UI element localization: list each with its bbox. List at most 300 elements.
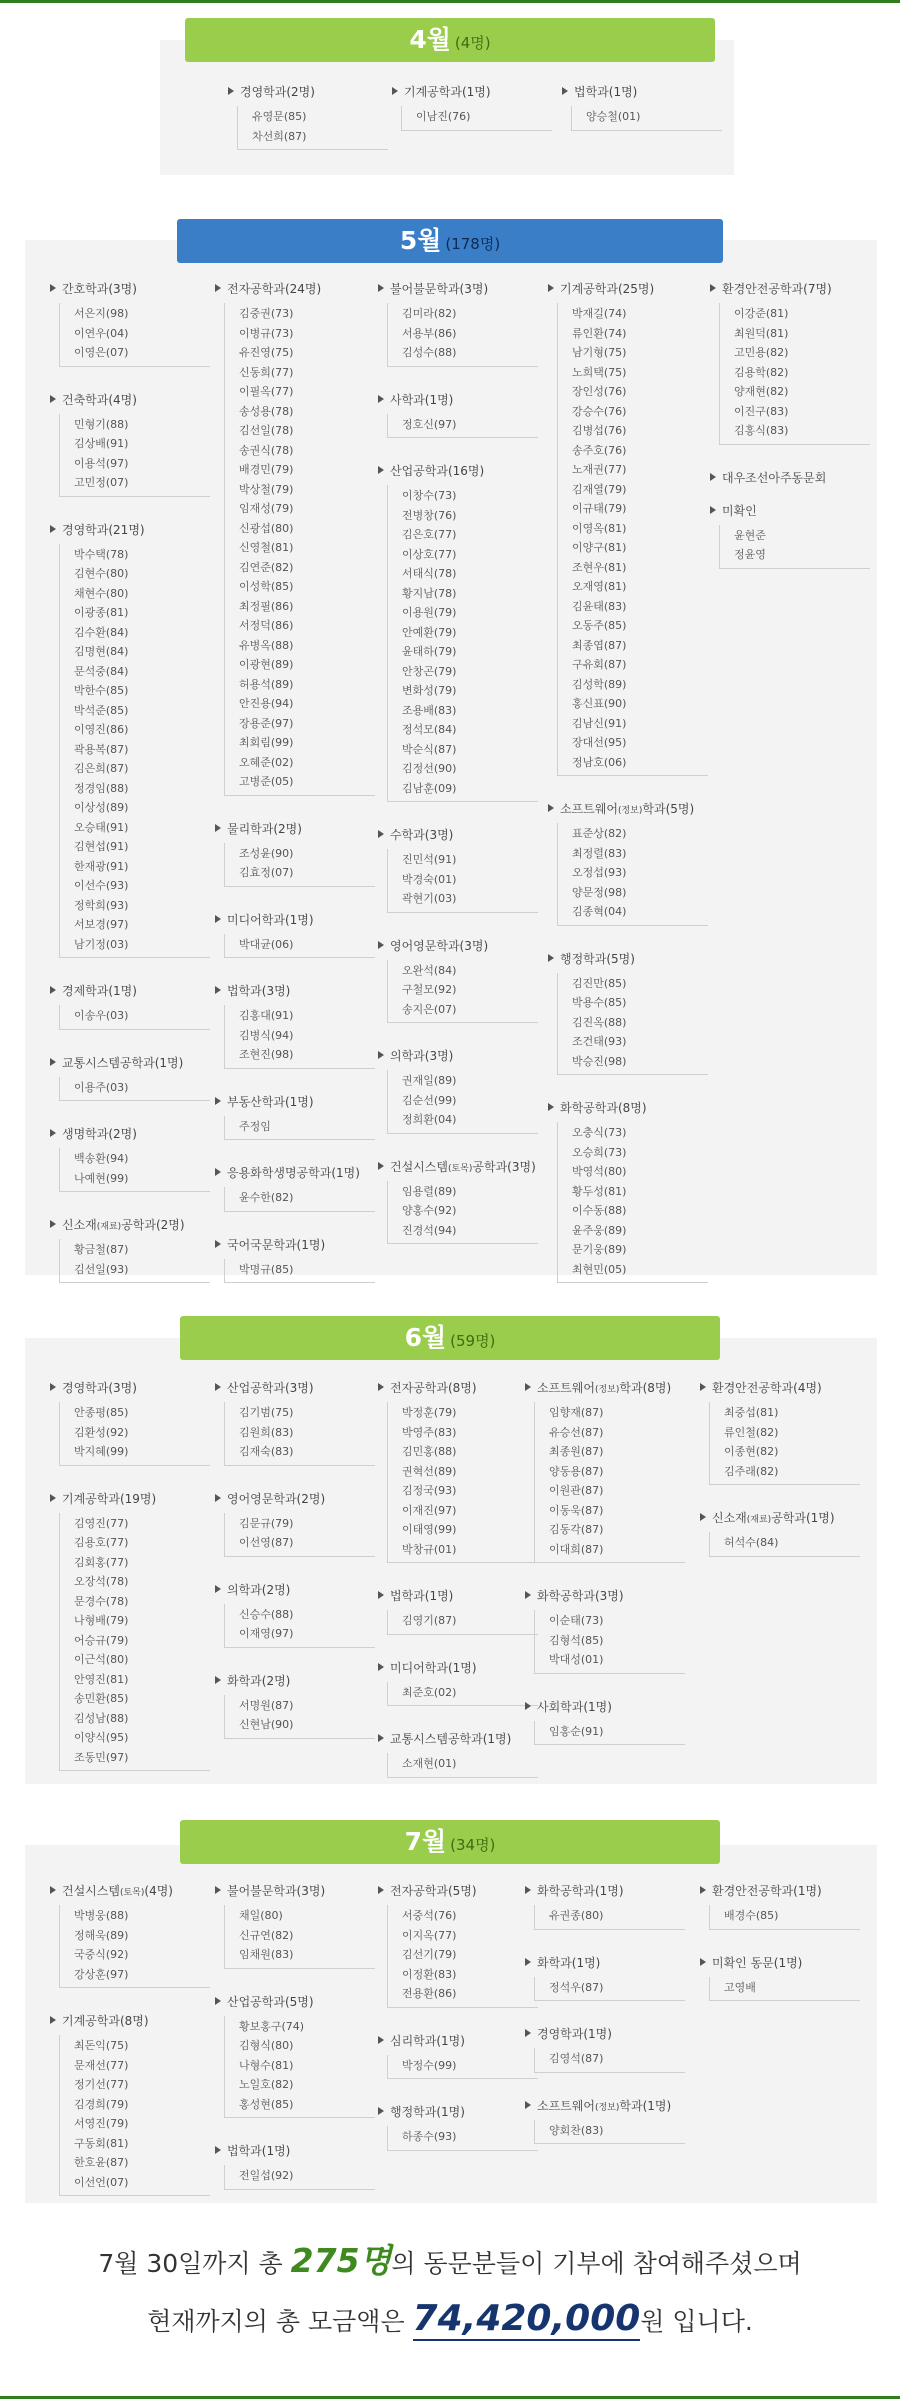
triangle-bullet-icon — [525, 1702, 531, 1710]
department-block — [215, 1994, 375, 2119]
bottom-border — [0, 2396, 900, 2399]
donor-list — [224, 1187, 375, 1212]
donor-name: 이영진(86) — [74, 723, 129, 736]
donor-name: 서태식(78) — [402, 567, 457, 580]
department-block — [215, 2143, 375, 2190]
donor-name: 이규태(79) — [572, 502, 627, 515]
department-block — [700, 1883, 860, 1930]
donor-name: 김용학(82) — [734, 365, 789, 379]
donor-list — [59, 1402, 210, 1466]
donor-name: 정경임(88) — [74, 781, 129, 795]
department-name — [710, 503, 870, 520]
department-name — [548, 281, 708, 298]
donor-name: 류인철(82) — [724, 1425, 779, 1439]
donor-list — [534, 1610, 685, 1674]
department-label: 응용화학생명공학과(1명) — [227, 1166, 360, 1180]
donor-name: 김동각(87) — [549, 1523, 604, 1536]
donor-name: 구유회(87) — [572, 658, 627, 671]
donor-name: 박정수(99) — [402, 2058, 457, 2072]
donor-name: 이남진(76) — [416, 110, 471, 123]
department-block — [525, 1380, 685, 1563]
triangle-bullet-icon — [378, 1162, 384, 1170]
department-name — [378, 392, 538, 409]
department-block — [525, 1883, 685, 1930]
month-title: 5월 — [399, 226, 442, 255]
department-name — [50, 1126, 210, 1143]
department-label: 미확인 동문(1명) — [712, 1955, 803, 1970]
triangle-bullet-icon — [548, 954, 554, 962]
triangle-bullet-icon — [378, 284, 384, 292]
donor-name: 허용석(89) — [239, 677, 294, 691]
triangle-bullet-icon — [50, 1220, 56, 1228]
donor-name: 신승수(88) — [239, 1607, 294, 1621]
summary-text: 의 동문분들이 기부에 참여해주셨으며 — [391, 2249, 802, 2278]
donor-name: 차선희(87) — [252, 129, 307, 143]
department-name — [378, 1660, 538, 1677]
triangle-bullet-icon — [710, 284, 716, 292]
donor-name: 나예현(99) — [74, 1171, 129, 1185]
department-label: 경영학과(21명) — [62, 522, 145, 537]
donor-name: 박수택(78) — [74, 547, 129, 561]
donor-name: 이원관(87) — [549, 1484, 604, 1497]
donor-name: 김남신(91) — [572, 716, 627, 730]
department-name — [215, 1491, 375, 1508]
donor-name: 장대선(95) — [572, 736, 627, 749]
donor-name: 소재현(01) — [402, 1757, 457, 1770]
donor-name: 서용부(86) — [402, 326, 457, 340]
donor-name: 이근석(80) — [74, 1653, 129, 1666]
triangle-bullet-icon — [378, 1886, 384, 1894]
donor-list — [387, 2055, 538, 2080]
donor-name: 정남호(06) — [572, 755, 627, 769]
donor-name: 김현섭(91) — [74, 840, 129, 853]
department-tag: (재료) — [96, 1222, 122, 1232]
donor-name: 장용준(97) — [239, 716, 294, 730]
donor-name: 고민용(82) — [734, 346, 789, 359]
donor-name: 이진구(83) — [734, 404, 789, 418]
triangle-bullet-icon — [215, 986, 221, 994]
donor-name: 양회찬(83) — [549, 2123, 604, 2137]
donor-name: 송민환(85) — [74, 1692, 129, 1705]
month-title: 6월 — [404, 1323, 447, 1352]
department-label: 화학공학과(8명) — [560, 1101, 647, 1115]
donor-name: 서명원(87) — [239, 1698, 294, 1712]
donor-name: 박상철(79) — [239, 482, 294, 496]
donor-name: 최정필(86) — [239, 599, 294, 613]
department-name — [378, 1883, 538, 1900]
donor-name: 최종엽(87) — [572, 638, 627, 652]
donor-list — [387, 1070, 538, 1134]
donor-list — [224, 1905, 375, 1969]
donor-name: 이상성(89) — [74, 801, 129, 814]
department-block — [392, 84, 552, 131]
donor-name: 오정섭(93) — [572, 866, 627, 879]
department-block — [50, 1491, 210, 1772]
donor-list — [534, 1402, 685, 1563]
donor-list — [59, 414, 210, 497]
department-name — [525, 1699, 685, 1716]
donor-name: 김원희(83) — [239, 1425, 294, 1439]
donor-name: 문경수(78) — [74, 1594, 129, 1608]
department-name — [378, 1588, 538, 1605]
triangle-bullet-icon — [50, 525, 56, 533]
donor-name: 서은지(98) — [74, 307, 129, 320]
donor-list — [59, 303, 210, 367]
donor-name: 김성학(89) — [572, 677, 627, 691]
department-name — [50, 522, 210, 539]
department-block — [378, 938, 538, 1024]
donor-name: 김진만(85) — [572, 976, 627, 990]
donor-name: 권혁선(89) — [402, 1464, 457, 1478]
donor-name: 이성학(85) — [239, 580, 294, 593]
department-tag: (재료) — [746, 1515, 772, 1525]
donor-name: 남기정(03) — [74, 937, 129, 951]
department-name — [525, 2026, 685, 2043]
department-block — [50, 1217, 210, 1283]
donor-name: 오혜준(02) — [239, 755, 294, 769]
department-label: 경영학과(1명) — [537, 2027, 612, 2041]
summary-text: 7월 30일까지 총 — [98, 2249, 291, 2278]
donor-name: 조동민(97) — [74, 1750, 129, 1764]
triangle-bullet-icon — [215, 1676, 221, 1684]
donor-list — [224, 1695, 375, 1739]
department-label: 사학과(1명) — [390, 392, 454, 407]
donor-list — [59, 1148, 210, 1192]
department-label: 미확인 — [722, 503, 757, 518]
department-block — [378, 1159, 538, 1245]
donor-name: 황두성(81) — [572, 1184, 627, 1198]
department-name — [700, 1510, 860, 1527]
donor-list — [387, 1181, 538, 1245]
department-name — [525, 2098, 685, 2115]
triangle-bullet-icon — [228, 87, 234, 95]
triangle-bullet-icon — [525, 2029, 531, 2037]
donor-name: 안진용(94) — [239, 697, 294, 710]
donor-name: 오동주(85) — [572, 619, 627, 632]
department-name — [228, 84, 388, 101]
department-name — [525, 1883, 685, 1900]
summary-text: 원 입니다. — [640, 2307, 753, 2336]
donor-list — [387, 960, 538, 1024]
donor-list — [224, 1513, 375, 1557]
donor-name: 이재진(97) — [402, 1503, 457, 1517]
donor-name: 이동욱(87) — [549, 1503, 604, 1517]
donor-name: 전용환(86) — [402, 1987, 457, 2000]
department-label: 행정학과(5명) — [560, 951, 635, 966]
donor-name: 이영옥(81) — [572, 521, 627, 535]
department-label: 의학과(2명) — [227, 1582, 291, 1597]
donor-name: 김연준(82) — [239, 560, 294, 574]
donor-name: 이정환(83) — [402, 1967, 457, 1981]
department-label: 기계공학과(8명) — [62, 2014, 149, 2028]
donor-name: 안영진(81) — [74, 1672, 129, 1686]
department-name — [700, 1955, 860, 1972]
triangle-bullet-icon — [378, 2036, 384, 2044]
department-name — [215, 1380, 375, 1397]
donor-list — [224, 1402, 375, 1466]
triangle-bullet-icon — [378, 1051, 384, 1059]
donor-name: 양동용(87) — [549, 1464, 604, 1478]
donor-name: 이상호(77) — [402, 547, 457, 561]
department-label: 심리학과(1명) — [390, 2033, 465, 2048]
donor-name: 서영진(79) — [74, 2117, 129, 2130]
donor-name: 배경민(79) — [239, 463, 294, 476]
donor-name: 이용원(79) — [402, 606, 457, 619]
department-label: 생명학과(2명) — [62, 1127, 137, 1141]
donor-name: 진민석(91) — [402, 853, 457, 866]
donor-name: 한재광(91) — [74, 859, 129, 873]
donor-name: 곽용복(87) — [74, 742, 129, 756]
department-label: 소프트웨어 — [537, 1381, 595, 1395]
donor-name: 윤주웅(89) — [572, 1223, 627, 1237]
department-block — [548, 801, 708, 926]
department-block — [215, 1380, 375, 1466]
donor-name: 양홍수(92) — [402, 1204, 457, 1217]
donor-name: 주정임 — [239, 1119, 271, 1133]
donor-name: 박대균(06) — [239, 937, 294, 951]
department-block — [525, 2098, 685, 2145]
donor-name: 김재열(79) — [572, 482, 627, 496]
triangle-bullet-icon — [378, 466, 384, 474]
department-name — [50, 983, 210, 1000]
donor-name: 조용배(83) — [402, 703, 457, 717]
donor-name: 오재영(81) — [572, 580, 627, 593]
triangle-bullet-icon — [378, 941, 384, 949]
department-name — [378, 1159, 538, 1176]
department-label: 미디어학과(1명) — [227, 912, 314, 927]
donor-name: 강승수(76) — [572, 404, 627, 418]
triangle-bullet-icon — [215, 1997, 221, 2005]
department-block — [50, 1883, 210, 1988]
department-label: 전자공학과(8명) — [390, 1381, 477, 1395]
donor-name: 변화성(79) — [402, 684, 457, 697]
triangle-bullet-icon — [700, 1513, 706, 1521]
donor-name: 김선기(79) — [402, 1948, 457, 1961]
department-block — [378, 2033, 538, 2080]
department-name — [710, 281, 870, 298]
june-header — [180, 1316, 720, 1360]
donor-name: 김용호(77) — [74, 1536, 129, 1549]
department-name — [215, 983, 375, 1000]
donor-name: 정해욱(89) — [74, 1928, 129, 1942]
triangle-bullet-icon — [378, 1383, 384, 1391]
donor-list — [59, 544, 210, 959]
triangle-bullet-icon — [50, 284, 56, 292]
department-name — [378, 827, 538, 844]
donor-name: 신영철(81) — [239, 541, 294, 554]
donor-list — [709, 1977, 860, 2002]
department-block — [215, 1582, 375, 1648]
donor-name: 정희환(04) — [402, 1113, 457, 1126]
donor-name: 이선영(87) — [239, 1536, 294, 1549]
donor-list — [534, 2048, 685, 2073]
department-name — [525, 1955, 685, 1972]
department-name — [548, 1100, 708, 1117]
donor-name: 최중섭(81) — [724, 1406, 779, 1419]
department-block — [525, 1588, 685, 1674]
donor-name: 이광종(81) — [74, 606, 129, 619]
donor-name: 유권종(80) — [549, 1909, 604, 1922]
donor-name: 박승진(98) — [572, 1054, 627, 1068]
department-block — [548, 281, 708, 776]
donor-list — [557, 973, 708, 1076]
donor-name: 김미라(82) — [402, 307, 457, 320]
donor-name: 박대성(01) — [549, 1653, 604, 1666]
donor-name: 최돈익(75) — [74, 2039, 129, 2052]
donor-list — [387, 1753, 538, 1778]
donor-name: 민형기(88) — [74, 417, 129, 431]
donor-name: 이필옥(77) — [239, 385, 294, 398]
department-block — [215, 1491, 375, 1557]
donor-name: 김영석(87) — [549, 2052, 604, 2065]
donor-name: 박정훈(79) — [402, 1406, 457, 1419]
department-label: 신소재 — [62, 1218, 97, 1232]
department-label: 경제학과(1명) — [62, 984, 137, 998]
donor-name: 하종수(93) — [402, 2130, 457, 2143]
department-label: 대우조선아주동문회 — [722, 470, 827, 485]
donor-list — [387, 303, 538, 367]
triangle-bullet-icon — [710, 473, 716, 481]
donor-name: 윤태하(79) — [402, 645, 457, 658]
department-block — [378, 1048, 538, 1134]
donor-name: 조건태(93) — [572, 1035, 627, 1048]
donor-name: 이수동(88) — [572, 1204, 627, 1217]
donor-name: 박병웅(88) — [74, 1909, 129, 1922]
donor-name: 문석중(84) — [74, 664, 129, 678]
donor-name: 한호윤(87) — [74, 2156, 129, 2169]
department-label: 환경안전공학과(4명) — [712, 1381, 822, 1395]
donor-name: 김효정(07) — [239, 866, 294, 879]
department-name — [50, 281, 210, 298]
donor-name: 오승태(91) — [74, 820, 129, 834]
donor-list — [59, 1005, 210, 1030]
triangle-bullet-icon — [700, 1958, 706, 1966]
triangle-bullet-icon — [50, 986, 56, 994]
triangle-bullet-icon — [700, 1886, 706, 1894]
department-label: 부동산학과(1명) — [227, 1094, 314, 1109]
july-header — [180, 1820, 720, 1864]
department-block — [378, 1588, 538, 1635]
donor-name: 정학희(93) — [74, 898, 129, 912]
donor-name: 김홍대(91) — [239, 1009, 294, 1022]
department-count: 공학과(1명) — [771, 1511, 835, 1525]
donor-list — [709, 1402, 860, 1485]
donor-name: 고영배 — [724, 1980, 756, 1994]
donor-list — [59, 1905, 210, 1988]
donor-list — [59, 2035, 210, 2196]
donor-list — [387, 1905, 538, 2008]
donor-name: 문기웅(89) — [572, 1243, 627, 1256]
triangle-bullet-icon — [215, 1383, 221, 1391]
donor-name: 박경숙(01) — [402, 872, 457, 886]
department-name — [215, 1165, 375, 1182]
donor-name: 노재권(77) — [572, 463, 627, 476]
donor-list — [224, 303, 375, 796]
triangle-bullet-icon — [50, 1383, 56, 1391]
donor-name: 이송우(03) — [74, 1009, 129, 1022]
department-label: 영어영문학과(2명) — [227, 1491, 326, 1506]
department-name — [525, 1588, 685, 1605]
department-block — [215, 281, 375, 796]
triangle-bullet-icon — [548, 804, 554, 812]
department-count: 학과(5명) — [642, 802, 695, 816]
donor-name: 양재현(82) — [734, 385, 789, 398]
donor-list — [719, 525, 870, 569]
department-label: 건설시스템 — [390, 1159, 448, 1174]
department-block — [50, 281, 210, 367]
donor-name: 김병식(94) — [239, 1028, 294, 1042]
donor-list — [224, 1259, 375, 1284]
department-block — [548, 951, 708, 1076]
department-block — [378, 2104, 538, 2151]
donor-name: 김선일(78) — [239, 424, 294, 437]
donor-name: 정호신(97) — [402, 417, 457, 431]
donor-name: 임홍순(91) — [549, 1724, 604, 1738]
department-block — [50, 2013, 210, 2196]
department-label: 교통시스템공학과(1명) — [62, 1055, 184, 1070]
donor-name: 오장석(78) — [74, 1575, 129, 1588]
department-name — [525, 1380, 685, 1397]
department-label: 간호학과(3명) — [62, 282, 137, 296]
donor-name: 김진옥(88) — [572, 1015, 627, 1029]
department-block — [378, 1883, 538, 2008]
department-tag: (토목) — [447, 1163, 473, 1174]
department-block — [215, 1094, 375, 1141]
triangle-bullet-icon — [378, 1734, 384, 1742]
donor-name: 오충식(73) — [572, 1126, 627, 1139]
donor-name: 김수환(84) — [74, 625, 129, 639]
donor-name: 정윤영 — [734, 548, 766, 561]
department-name — [378, 2033, 538, 2050]
month-count: (178명) — [445, 235, 501, 253]
triangle-bullet-icon — [215, 824, 221, 832]
department-label: 법학과(1명) — [227, 2144, 291, 2158]
donor-name: 김병섭(76) — [572, 424, 627, 437]
donor-name: 김선일(93) — [74, 1262, 129, 1276]
triangle-bullet-icon — [378, 830, 384, 838]
triangle-bullet-icon — [700, 1383, 706, 1391]
donor-name: 송지은(07) — [402, 1002, 457, 1016]
donor-name: 김정선(90) — [402, 762, 457, 775]
department-block — [525, 1699, 685, 1746]
department-label: 행정학과(1명) — [390, 2105, 465, 2119]
donor-name: 김남훈(09) — [402, 781, 457, 795]
donor-list — [387, 2126, 538, 2151]
department-tag: (정보) — [617, 806, 643, 816]
triangle-bullet-icon — [548, 284, 554, 292]
donor-name: 이종현(82) — [724, 1445, 779, 1458]
total-amount: 74,420,000 — [412, 2298, 641, 2339]
department-block — [215, 1883, 375, 1969]
department-name — [215, 821, 375, 838]
department-tag: (정보) — [594, 2102, 620, 2113]
donor-name: 이선수(93) — [74, 879, 129, 892]
donor-list — [224, 843, 375, 887]
department-label: 건축학과(4명) — [62, 392, 137, 407]
donor-name: 홍신표(90) — [572, 697, 627, 710]
department-block — [215, 821, 375, 887]
donor-name: 박지혜(99) — [74, 1445, 129, 1458]
donor-name: 황지남(78) — [402, 586, 457, 600]
department-label: 소프트웨어 — [560, 802, 618, 816]
donor-name: 류인환(74) — [572, 326, 627, 340]
department-block — [378, 463, 538, 802]
department-label: 법학과(1명) — [390, 1589, 454, 1603]
donor-name: 임재성(79) — [239, 502, 294, 515]
month-count: (4명) — [454, 34, 491, 52]
department-name — [215, 281, 375, 298]
triangle-bullet-icon — [215, 1585, 221, 1593]
